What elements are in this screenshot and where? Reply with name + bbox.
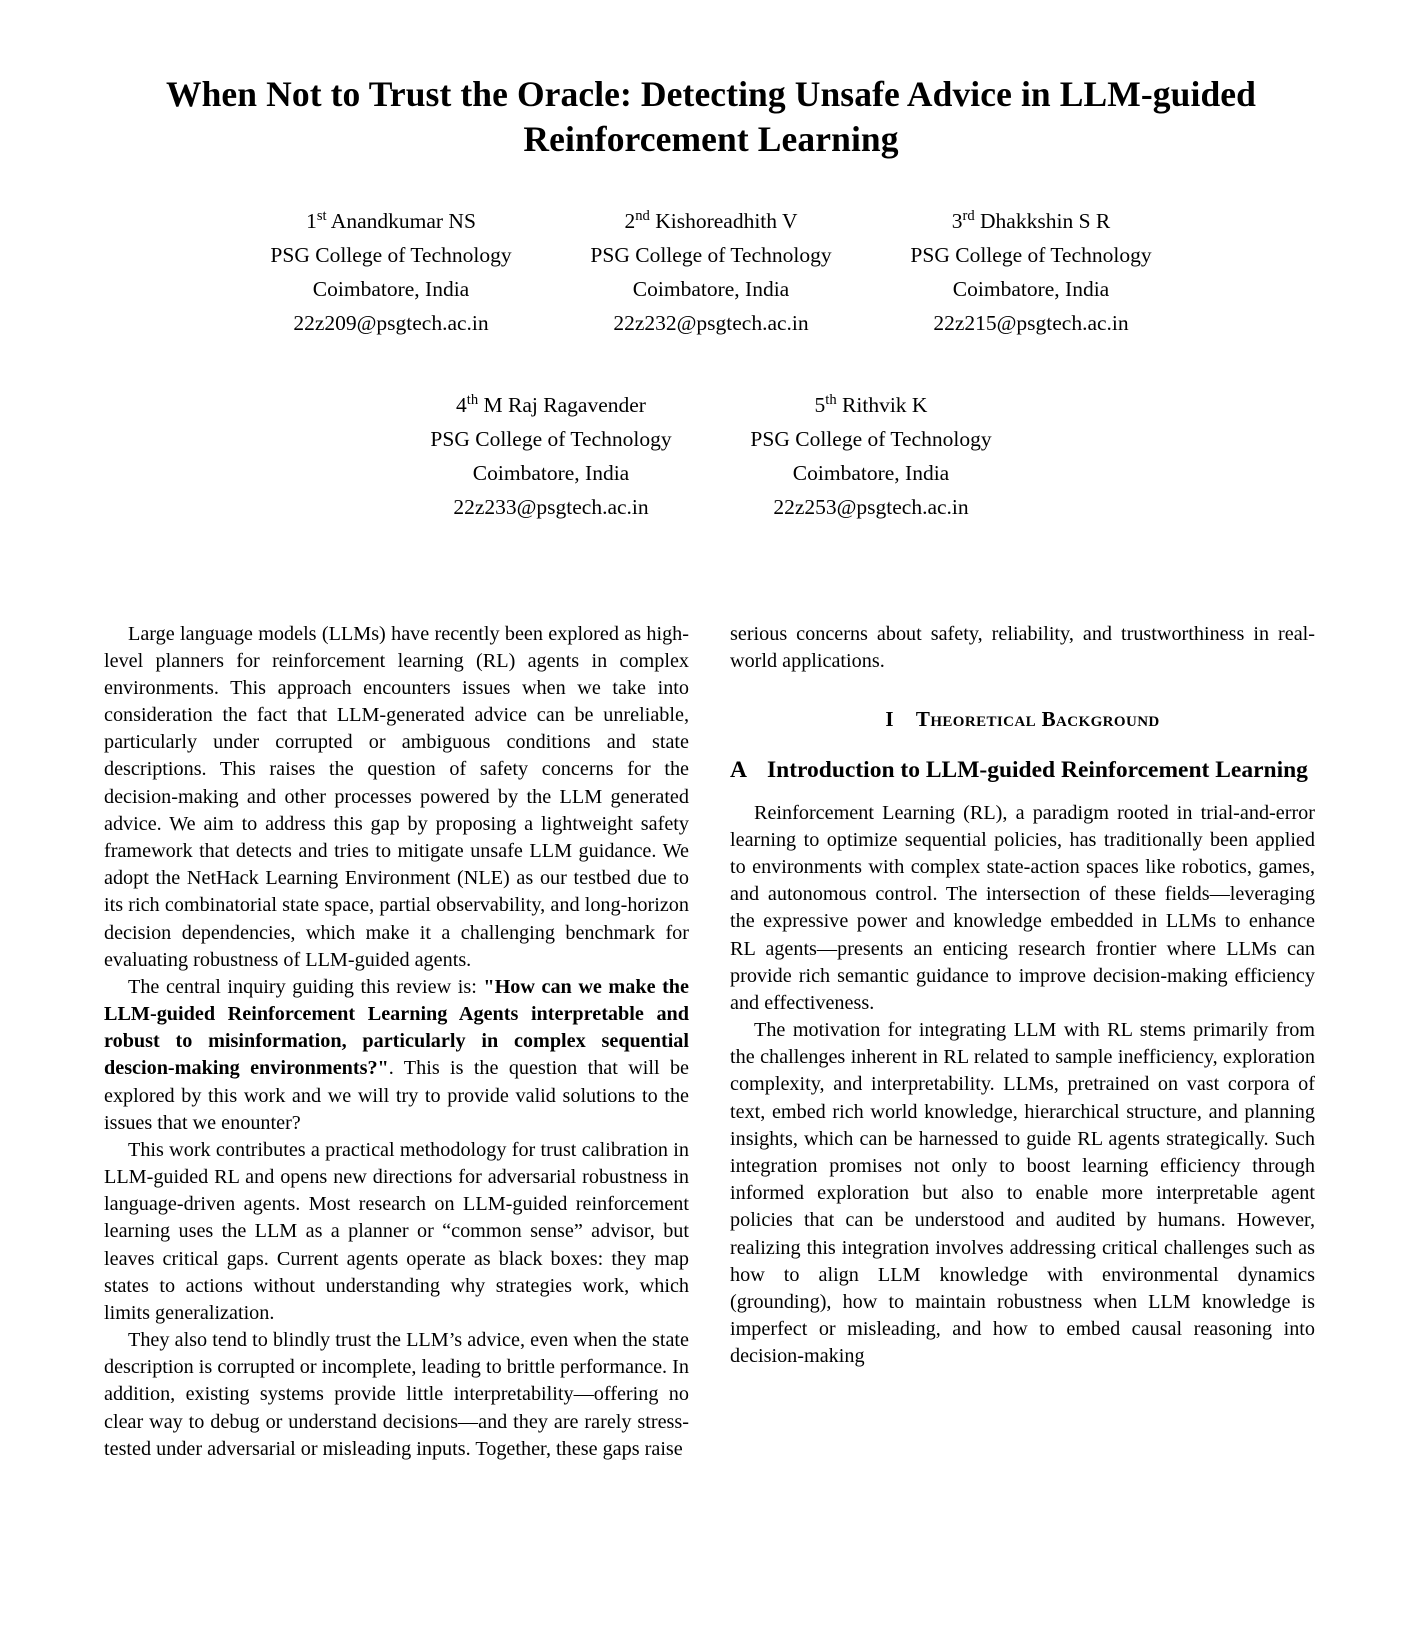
author-email-4: 22z233@psgtech.ac.in	[453, 494, 649, 519]
paragraph-abstract-4: They also tend to blindly trust the LLM’s advice, even when the state description is corrupted or incomplete, leading to brittle performance. In addition, existing systems provide little interpretability—offering no clear way to debug or understand decisions—and they are rarely stress-tested under adversarial or misleading inputs. Together, these gaps raise	[104, 1329, 689, 1460]
section-heading	[730, 705, 1315, 733]
author-block-3	[871, 205, 1191, 341]
left-column	[104, 621, 689, 1463]
author-email-5: 22z253@psgtech.ac.in	[773, 494, 969, 519]
section-title: Theoretical Background	[915, 706, 1160, 731]
author-location-3: Coimbatore, India	[952, 276, 1110, 301]
subsection-heading	[730, 755, 1315, 786]
author-block-1	[231, 205, 551, 341]
author-name-5: 5th Rithvik K	[814, 391, 928, 417]
paragraph-abstract-3: This work contributes a practical methodology for trust calibration in LLM-guided RL and opens new directions for adversarial robustness in language-driven agents. Most research on LLM-guided reinforcement learning uses the LLM as a planner or “common sense” advisor, but leaves critical gaps. Current agents operate as black boxes: they map states to actions without understanding why strategies work, which limits generalization.	[104, 1138, 689, 1324]
author-location-1: Coimbatore, India	[312, 276, 470, 301]
right-column	[730, 621, 1315, 1463]
central-inquiry-question: "How can we make the LLM-guided Reinforcement Learning Agents interpretable and robust to misinformation, particularly in complex sequential descion-making environments?"	[104, 975, 689, 1080]
author-email-1: 22z209@psgtech.ac.in	[293, 310, 489, 335]
section-number: I	[885, 706, 894, 731]
central-inquiry-tail: . This is the question that will be explored by this work and we will try to provide valid solutions to the issues that we enounter?	[104, 1057, 689, 1134]
authors-row-2	[104, 389, 1318, 525]
author-name-2: 2nd Kishoreadhith V	[624, 207, 798, 233]
paragraph-continuation: serious concerns about safety, reliability, and trustworthiness in real-world applications.	[730, 622, 1315, 672]
author-name-4: 4th M Raj Ragavender	[456, 391, 646, 417]
author-email-3: 22z215@psgtech.ac.in	[933, 310, 1129, 335]
central-inquiry-lead: The central inquiry guiding this review is:	[128, 975, 484, 998]
author-block-5	[711, 389, 1031, 525]
paragraph-abstract-2	[104, 974, 689, 1137]
author-name-3: 3rd Dhakkshin S R	[951, 207, 1111, 233]
author-block-4	[391, 389, 711, 525]
author-name-1: 1st Anandkumar NS	[306, 207, 476, 233]
page-title: When Not to Trust the Oracle: Detecting Unsafe Advice in LLM-guided Reinforcement Learning	[165, 74, 1257, 160]
paragraph-intro-2: The motivation for integrating LLM with RL stems primarily from the challenges inherent in RL related to sample inefficiency, exploration complexity, and interpretability. LLMs, pretrained on vast corpora of text, embed rich world knowledge, hierarchical structure, and planning insights, which can be harnessed to guide RL agents strategically. Such integration promises not only to boost learning efficiency through informed exploration but also to enable more interpretable agent policies that can be understood and audited by humans. However, realizing this integration involves addressing critical challenges such as how to align LLM knowledge with environmental dynamics (grounding), how to maintain robustness when LLM knowledge is imperfect or misleading, and how to embed causal reasoning into decision-making	[730, 1019, 1315, 1368]
author-location-5: Coimbatore, India	[792, 460, 950, 485]
subsection-title: Introduction to LLM-guided Reinforcement Learning	[766, 757, 1308, 784]
author-affiliation-1: PSG College of Technology	[270, 242, 512, 267]
body-columns	[104, 621, 1318, 1463]
author-affiliation-3: PSG College of Technology	[910, 242, 1152, 267]
author-affiliation-4: PSG College of Technology	[430, 426, 672, 451]
author-location-4: Coimbatore, India	[472, 460, 630, 485]
subsection-number: A	[730, 757, 747, 784]
author-location-2: Coimbatore, India	[632, 276, 790, 301]
author-block-2	[551, 205, 871, 341]
paragraph-abstract-1: Large language models (LLMs) have recently been explored as high-level planners for reinforcement learning (RL) agents in complex environments. This approach encounters issues when we take into consideration the fact that LLM-generated advice can be unreliable, particularly under corrupted or ambiguous conditions and state descriptions. This raises the question of safety concerns for the decision-making and other processes powered by the LLM generated advice. We aim to address this gap by proposing a lightweight safety framework that detects and tries to mitigate unsafe LLM guidance. We adopt the NetHack Learning Environment (NLE) as our testbed due to its rich combinatorial state space, partial observability, and long-horizon decision dependencies, which make it a challenging benchmark for evaluating robustness of LLM-guided agents.	[104, 622, 689, 971]
author-affiliation-5: PSG College of Technology	[750, 426, 992, 451]
authors-row-1	[104, 205, 1318, 341]
paragraph-intro-1: Reinforcement Learning (RL), a paradigm rooted in trial-and-error learning to optimize sequential policies, has traditionally been applied to environments with complex state-action spaces like robotics, games, and autonomous control. The intersection of these fields—leveraging the expressive power and knowledge embedded in LLMs to enhance RL agents—presents an enticing research frontier where LLMs can provide rich semantic guidance to improve decision-making efficiency and effectiveness.	[730, 801, 1315, 1014]
author-email-2: 22z232@psgtech.ac.in	[613, 310, 809, 335]
author-affiliation-2: PSG College of Technology	[590, 242, 832, 267]
